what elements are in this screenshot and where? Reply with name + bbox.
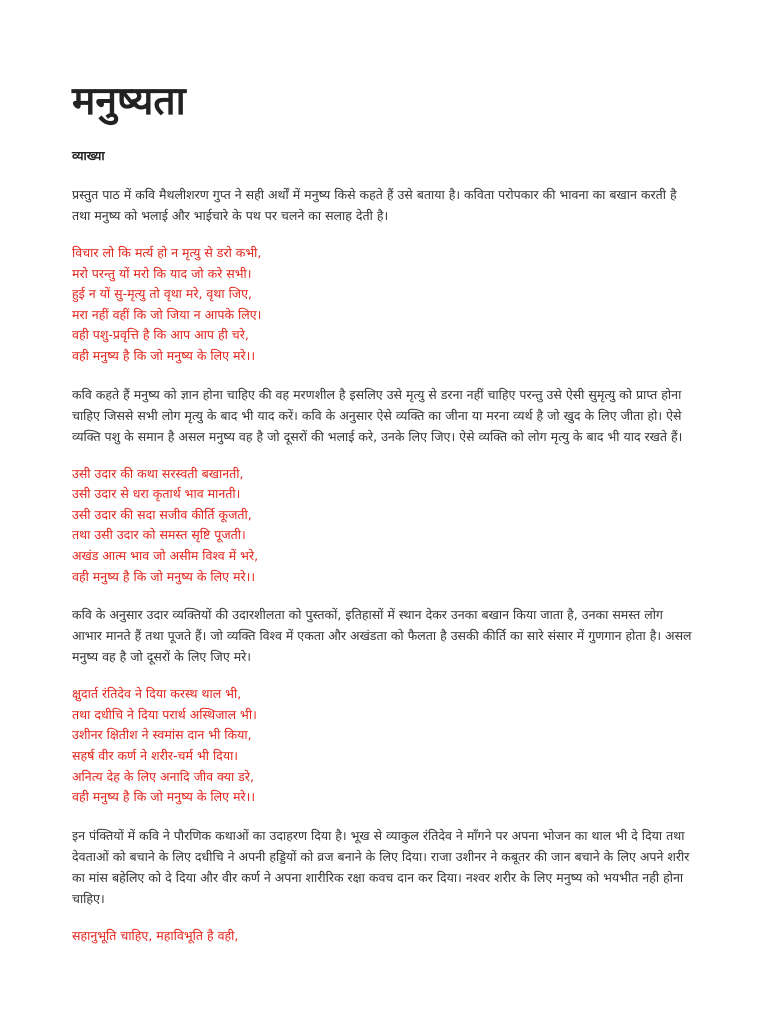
verse-line: तथा दधीचि ने दिया परार्थ अस्थिजाल भी। [72,706,257,722]
verse-line: उसी उदार से धरा कृतार्थ भाव मानती। [72,486,241,502]
document-page [72,76,696,963]
verse-line: तथा उसी उदार को समस्त सृष्टि पूजती। [72,527,246,543]
explanation-paragraph: प्रस्तुत पाठ में कवि मैथलीशरण गुप्त ने सही अर्थों में मनुष्य किसे कहते हैं उसे बताया है। कविता परोपकार की भावना का बखान करती है तथा मनुष्य को भलाई और भाईचारे के पथ पर चलने का सलाह देती है। [72,187,677,223]
verse-line: मरा नहीं वहीं कि जो जिया न आपके लिए। [72,306,262,322]
verse-line: उशीनर क्षितीश ने स्वमांस दान भी किया, [72,727,252,743]
verse-line: उसी उदार की कथा सरस्वती बखानती, [72,465,244,481]
verse-line: वही मनुष्य है कि जो मनुष्य के लिए मरे।। [72,347,256,363]
section-heading: व्याख्या [72,148,105,163]
verse-stanza [72,926,696,947]
verse-line: उसी उदार की सदा सजीव कीर्ति कूजती, [72,506,252,522]
verse-line: मरो परन्तु यों मरो कि याद जो करे सभी। [72,265,252,281]
verse-stanza [72,684,696,808]
explanation-paragraph: कवि के अनुसार उदार व्यक्तियों की उदारशीलता को पुस्तकों, इतिहासों में स्थान देकर उनका बखान किया जाता है, उनका समस्त लोग आभार मानते हैं तथा पूजते हैं। जो व्यक्ति विश्व में एकता और अखंडता को फैलता है उसकी कीर्ति का सारे संसार में गुणगान होता है। असल मनुष्य वह है जो दूसरों के लिए जिए मरे। [72,607,692,665]
explanation-paragraph: इन पंक्तियों में कवि ने पौरणिक कथाओं का उदाहरण दिया है। भूख से व्याकुल रंतिदेव ने माँगने पर अपना भोजन का थाल भी दे दिया तथा देवताओं को बचाने के लिए दधीचि ने अपनी हड्डियों को व्रज बनाने के लिए दिया। राजा उशीनर ने कबूतर की जान बचाने के लिए अपने शरीर का मांस बहेलिए को दे दिया और वीर कर्ण ने अपना शारीरिक रक्षा कवच दान कर दिया। नश्वर शरीर के लिए मनुष्य को भयभीत नही होना चाहिए। [72,827,690,906]
verse-line: हुई न यों सु-मृत्यु तो वृथा मरे, वृथा जिए, [72,286,252,302]
explanation-paragraph: कवि कहते हैं मनुष्य को ज्ञान होना चाहिए की वह मरणशील है इसलिए उसे मृत्यु से डरना नहीं चाहिए परन्तु उसे ऐसी सुमृत्यु को प्राप्त होना चाहिए जिससे सभी लोग मृत्यु के बाद भी याद करें। कवि के अनुसार ऐसे व्यक्ति का जीना या मरना व्यर्थ है जो खुद के लिए जीता हो। ऐसे व्यक्ति पशु के समान है असल मनुष्य वह है जो दूसरों की भलाई करे, उनके लिए जिए। ऐसे व्यक्ति को लोग मृत्यु के बाद भी याद रखते हैं। [72,386,683,444]
verse-line: सहर्ष वीर कर्ण ने शरीर-चर्म भी दिया। [72,747,239,763]
page-title: मनुष्यता [72,79,186,124]
verse-line: वही मनुष्य है कि जो मनुष्य के लिए मरे।। [72,568,256,584]
verse-line: अनित्य देह के लिए अनादि जीव क्या डरे, [72,768,254,784]
verse-line: क्षुदार्त रंतिदेव ने दिया करस्थ थाल भी, [72,686,242,702]
verse-line: वही मनुष्य है कि जो मनुष्य के लिए मरे।। [72,789,256,805]
verse-line: सहानुभूति चाहिए, महाविभूति है वही, [72,927,239,943]
verse-stanza [72,464,696,588]
verse-line: वही पशु-प्रवृत्ति है कि आप आप ही चरे, [72,327,249,343]
verse-line: विचार लो कि मर्त्य हो न मृत्यु से डरो कभी, [72,245,262,260]
verse-stanza [72,243,696,367]
verse-line: अखंड आत्म भाव जो असीम विश्व में भरे, [72,547,259,563]
